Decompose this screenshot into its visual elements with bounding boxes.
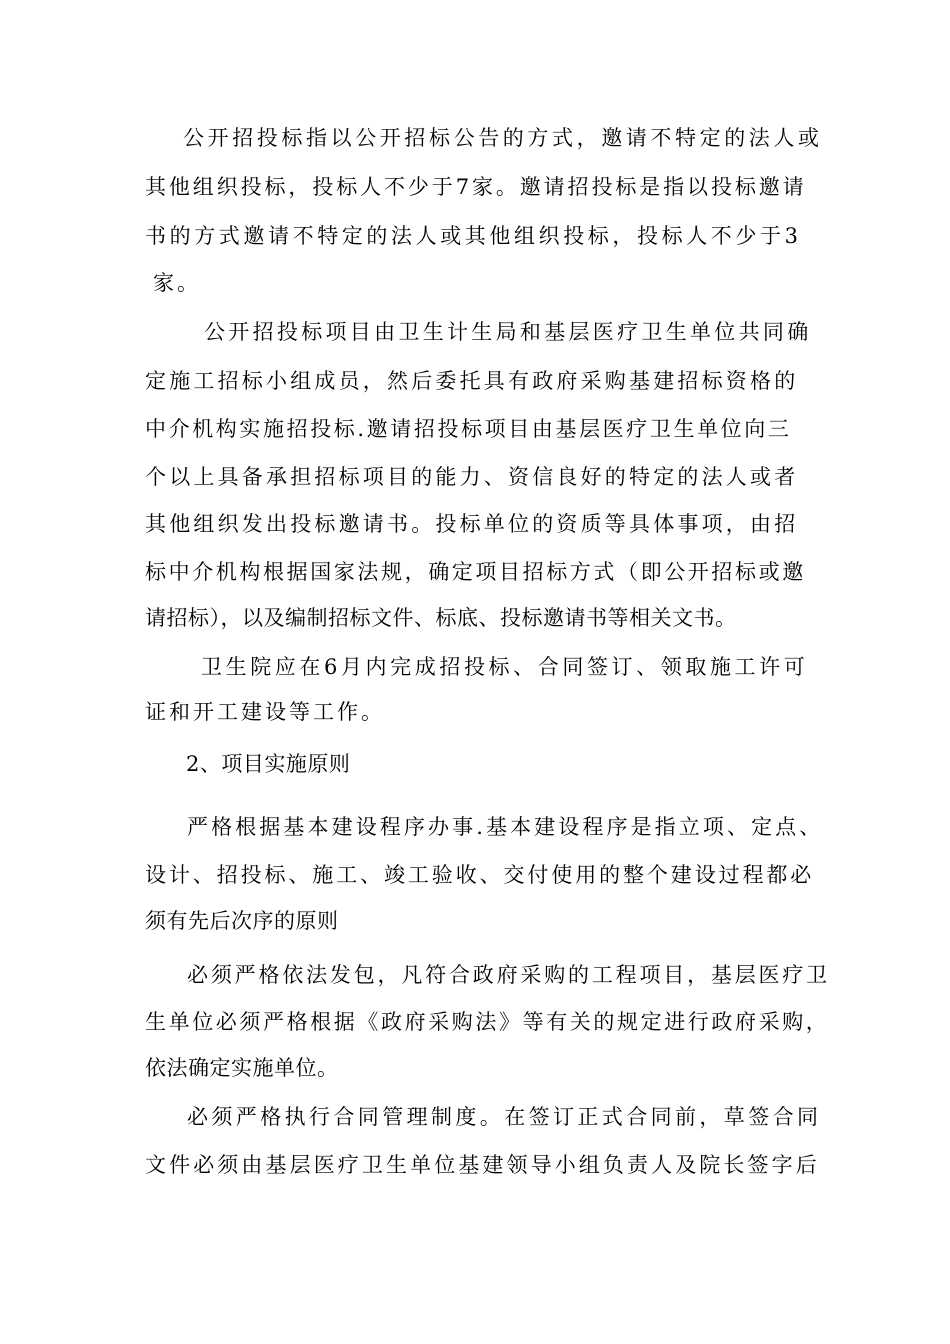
paragraph-2-line-4: 个以上具备承担招标项目的能力、资信良好的特定的法人或者	[145, 465, 799, 489]
paragraph-6-line-2: 文件必须由基层医疗卫生单位基建领导小组负责人及院长签字后	[145, 1153, 820, 1177]
paragraph-2-line-3: 中介机构实施招投标.邀请招投标项目由基层医疗卫生单位向三	[145, 417, 792, 441]
paragraph-3-line-1: 卫生院应在6月内完成招投标、合同签订、领取施工许可	[201, 655, 809, 679]
paragraph-5-line-3: 依法确定实施单位。	[145, 1056, 339, 1080]
paragraph-4-line-1: 严格根据基本建设程序办事.基本建设程序是指立项、定点、	[187, 815, 824, 839]
paragraph-1-line-3: 书的方式邀请不特定的法人或其他组织投标，投标人不少于3	[145, 224, 802, 248]
paragraph-2-line-5: 其他组织发出投标邀请书。投标单位的资质等具体事项，由招	[145, 512, 799, 536]
paragraph-5-line-1: 必须严格依法发包，凡符合政府采购的工程项目，基层医疗卫	[187, 963, 830, 987]
paragraph-4-line-3: 须有先后次序的原则	[145, 909, 339, 933]
paragraph-5-line-2: 生单位必须严格根据《政府采购法》等有关的规定进行政府采购，	[145, 1010, 830, 1034]
paragraph-2-line-6: 标中介机构根据国家法规，确定项目招标方式（即公开招标或邀	[145, 560, 806, 584]
paragraph-3-line-2: 证和开工建设等工作。	[145, 700, 385, 724]
paragraph-1-line-2: 其他组织投标，投标人不少于7家。邀请招投标是指以投标邀请	[145, 175, 807, 199]
section-heading: 2、项目实施原则	[186, 752, 351, 776]
paragraph-6-line-1: 必须严格执行合同管理制度。在签订正式合同前，草签合同	[187, 1105, 822, 1129]
paragraph-1-line-1: 公开招投标指以公开招标公告的方式，邀请不特定的法人或	[183, 126, 823, 150]
paragraph-2-line-1: 公开招投标项目由卫生计生局和基层医疗卫生单位共同确	[204, 320, 812, 344]
paragraph-1-line-4: 家。	[153, 271, 201, 295]
paragraph-4-line-2: 设计、招投标、施工、竣工验收、交付使用的整个建设过程都必	[145, 863, 815, 887]
paragraph-2-line-7: 请招标），以及编制招标文件、标底、投标邀请书等相关文书。	[145, 606, 737, 630]
paragraph-2-line-2: 定施工招标小组成员，然后委托具有政府采购基建招标资格的	[145, 369, 799, 393]
